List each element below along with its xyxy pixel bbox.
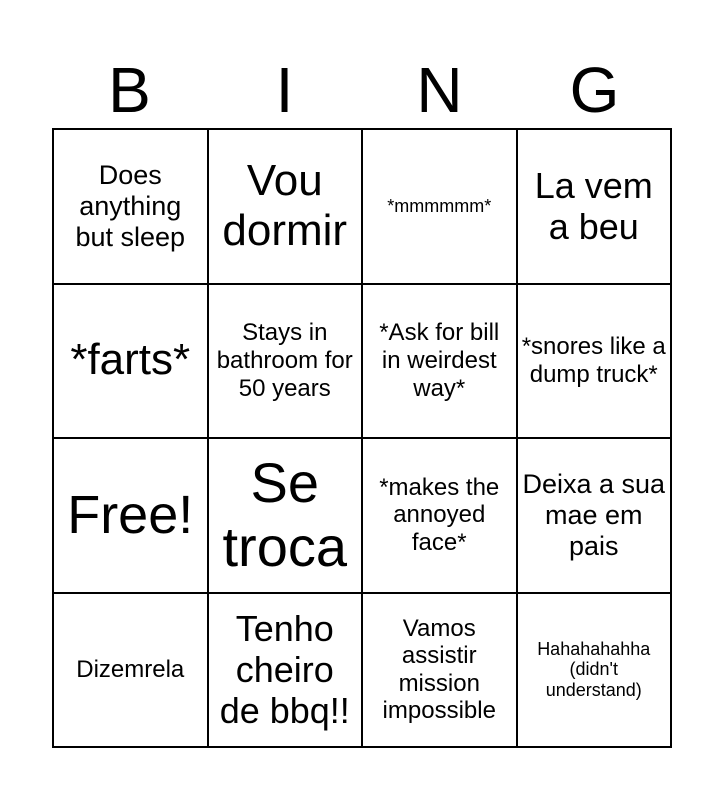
cell-text: Dizemrela: [76, 655, 185, 683]
bingo-grid: [52, 128, 672, 748]
header-letter-b: B: [108, 54, 151, 126]
bingo-cell: [209, 439, 364, 594]
header-letter-g: G: [569, 54, 620, 126]
bingo-cell: [54, 285, 209, 440]
cell-text: Vou dormir: [222, 155, 348, 256]
bingo-cell: [363, 439, 518, 594]
bingo-cell: [54, 130, 209, 285]
cell-text: Deixa a sua mae em pais: [522, 468, 666, 561]
bingo-header: [52, 50, 672, 130]
cell-text: *makes the annoyed face*: [379, 473, 500, 557]
bingo-cell: [54, 594, 209, 749]
bingo-cell: [209, 130, 364, 285]
bingo-cell: [209, 594, 364, 749]
cell-text: Free!: [67, 485, 194, 546]
header-letter-n: N: [416, 54, 463, 126]
bingo-cell: [518, 285, 673, 440]
bingo-cell: [363, 285, 518, 440]
bingo-cell: [363, 130, 518, 285]
cell-text: *Ask for bill in weirdest way*: [379, 319, 500, 402]
cell-text: La vem a beu: [534, 164, 653, 248]
cell-text: Vamos assistir mission impossible: [382, 614, 496, 725]
header-letter-i: I: [275, 54, 294, 126]
cell-text: Hahahahahha (didn't understand): [537, 638, 651, 701]
cell-text: *mmmmmm*: [387, 195, 492, 216]
bingo-cell-free: [54, 439, 209, 594]
bingo-cell: [363, 594, 518, 749]
cell-text: *snores like a dump truck*: [521, 333, 666, 388]
bingo-cell: [518, 439, 673, 594]
cell-text: Tenho cheiro de bbq!!: [219, 607, 350, 732]
bingo-cell: [518, 130, 673, 285]
cell-text: *farts*: [70, 335, 191, 385]
bingo-cell: [518, 594, 673, 749]
cell-text: Does anything but sleep: [75, 159, 186, 252]
cell-text: Stays in bathroom for 50 years: [216, 319, 353, 402]
cell-text: Se troca: [222, 450, 347, 579]
bingo-cell: [209, 285, 364, 440]
